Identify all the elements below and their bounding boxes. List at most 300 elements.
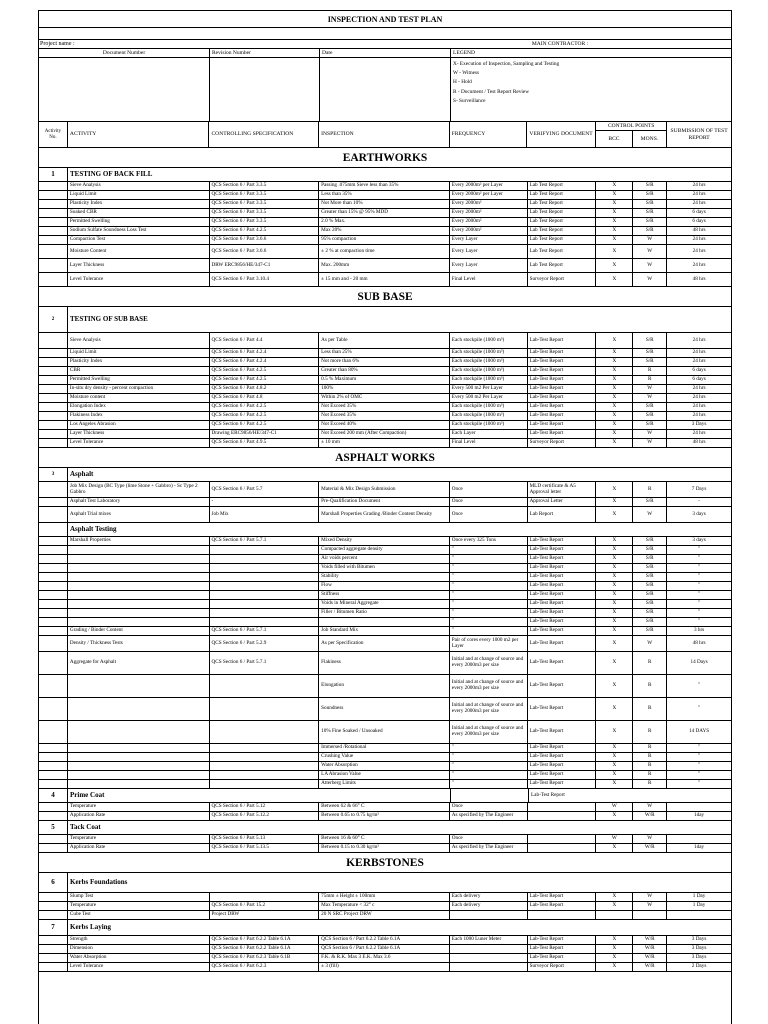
submission-cell: - [698,498,700,505]
submission-cell: " [698,555,701,562]
table-row [39,209,731,218]
asphalt-testing-table [39,537,731,627]
activity-cell [68,555,210,563]
activity-cell: Application Rate [68,812,210,820]
mons-cell: S/R [633,582,667,590]
mons-cell: W [633,394,667,402]
activity-cell: Asphalt Trial mixes [68,507,210,522]
mons-cell: S/R [633,358,667,366]
activity-no-cell [39,618,68,626]
frequency-cell: " [450,609,528,617]
bcc-cell: X [596,273,633,286]
mons-cell: W [633,236,667,244]
document-cell: MLD certificate & A5 Approval letter [528,482,597,497]
activity-cell [68,582,210,590]
spec-cell: QCS Section 6 / Part 3.3.5 [210,209,320,217]
table-row [39,609,731,618]
table-row [39,367,731,376]
legend-item: S- Surveillance [453,97,486,104]
col-submission: SUBMISSION OF TEST REPORT [670,128,728,141]
table-row [39,803,731,812]
activity-no-cell [39,498,68,506]
table-row [39,546,731,555]
spec-cell: QCS Section 6 / Part 4.4 [210,333,320,348]
inspection-cell: Max 20% [319,227,450,235]
activity-no-cell [39,675,68,697]
bcc-cell: X [596,546,633,554]
spec-cell [210,762,320,770]
submission-cell: 1day [694,844,705,851]
submission-cell: 6 days [692,367,706,374]
document-cell: Lab-Test Report [528,600,597,608]
mons-cell: S/R [633,564,667,572]
frequency-cell: Every 2000m² [450,209,528,217]
activity-no-cell [39,376,68,384]
frequency-cell: Each stockpile (1000 m³) [450,333,528,348]
table-row [39,844,731,853]
activity-no-cell [39,537,68,545]
submission-cell: 24 hrs [692,261,706,268]
submission-cell: 24 hrs [692,247,706,254]
frequency-cell: " [450,753,528,761]
spec-cell: QCS Section 6 / Part 6.2.3 Table 6.1B [210,954,320,962]
mons-cell: S/R [633,618,667,626]
submission-cell: 48 hrs [692,275,706,282]
table-row [39,200,731,209]
inspection-cell: Flakiness [319,652,450,674]
activity-cell: Grading / Binder Content [68,627,210,635]
group-backfill [39,168,731,182]
bcc-cell: X [596,349,633,357]
activity-cell [68,721,210,743]
inspection-cell: 10% Fine Soaked / Unsoaked [319,721,450,743]
spec-cell: QCS Section 6 / Part 3.3.5 [210,200,320,208]
table-row [39,564,731,573]
activity-no-cell [39,236,68,244]
bcc-cell: W [596,803,633,811]
group-asphalt [39,468,731,482]
legend-item: X- Execution of Inspection, Sampling and Testing [453,61,560,67]
inspection-cell: ± 15 mm and - 20 mm [319,273,450,286]
project-label: Project name : [40,41,75,47]
frequency-cell: Each stockpile (1000 m³) [450,367,528,375]
spec-cell: QCS Section 6 / Part 4.2.5 [210,412,320,420]
activity-cell: Temperature [68,803,210,811]
activity-cell: Job Mix Design (BC Type (lime Stone + Gabbro) - Sc Type 2 Gabbro [68,482,210,497]
mons-cell: W [633,893,667,901]
activity-no-cell [39,273,68,286]
bcc-cell: X [596,963,633,971]
bcc-cell: X [596,675,633,697]
inspection-cell: 20 N SRC Project DRW [319,911,450,919]
itp-sheet [38,10,732,1024]
document-cell: Lab-Test Report [528,780,597,788]
table-row [39,893,731,902]
document-number-value [39,58,210,121]
activity-no-cell [39,209,68,217]
frequency-cell: Every Layer [450,236,528,244]
backfill-table [39,182,731,287]
activity-cell: Plasticity Index [68,200,210,208]
activity-no-cell [39,333,68,348]
activity-no-cell [39,636,68,651]
mons-cell [633,911,667,919]
submission-cell: 1day [694,812,705,819]
bcc-cell: X [596,636,633,651]
spec-cell [210,609,320,617]
table-row [39,591,731,600]
inspection-cell: Atterberg Limits [319,780,450,788]
activity-no-cell [39,945,68,953]
mons-cell: S/R [633,609,667,617]
activity-no-cell [39,771,68,779]
frequency-cell: Once [450,803,528,811]
table-row [39,627,731,636]
spec-cell [210,600,320,608]
group-no: 1 [39,168,68,181]
frequency-cell: Initial and at change of source and every 2000m3 per size [450,652,528,674]
frequency-cell: " [450,780,528,788]
spec-cell [210,893,320,901]
bcc-cell: X [596,844,633,852]
frequency-cell: " [450,564,528,572]
inspection-cell: Not Exceed 200 mm (After Compaction) [319,430,450,438]
frequency-cell: Each stockpile (1000 m³) [450,403,528,411]
table-row [39,273,731,287]
legend-item: R - Document / Test Report Review [453,88,530,95]
document-cell: Lab Test Report [528,245,597,258]
mons-cell: R [633,482,667,497]
activity-no-cell [39,803,68,811]
document-cell: Lab-Test Report [528,591,597,599]
inspection-cell: ± 2 % at compaction time [319,245,450,258]
bcc-cell: X [596,507,633,522]
frequency-cell: Initial and at change of source and every 2000m3 per size [450,721,528,743]
frequency-cell: " [450,771,528,779]
group-kerbs-laying [39,920,731,936]
mons-cell: S/R [633,349,667,357]
table-row [39,652,731,675]
bcc-cell: X [596,573,633,581]
table-row [39,771,731,780]
submission-cell: 24 hrs [692,412,706,419]
submission-cell: " [698,564,701,571]
activity-cell: Moisture Content [68,245,210,258]
activity-no-cell [39,349,68,357]
frequency-cell [450,945,528,953]
inspection-cell: Elongation [319,675,450,697]
table-row [39,600,731,609]
submission-cell [667,803,731,811]
document-cell: Lab-Test Report [528,636,597,651]
bcc-cell: X [596,498,633,506]
frequency-cell: " [450,627,528,635]
frequency-cell: Pair of cores every 1000 m2 per Layer [450,636,528,651]
bcc-cell: X [596,412,633,420]
document-cell: Lab-Test Report [528,945,597,953]
table-row [39,780,731,789]
submission-cell: " [698,780,701,787]
inspection-cell: Stability [319,573,450,581]
submission-cell: 7 Days [691,485,707,492]
spec-cell: QCS Section 6 / Part 6.2.2 Table 6.1A [210,945,320,953]
document-cell: Lab-Test Report [528,412,597,420]
document-cell: Lab-Test Report [528,349,597,357]
activity-no-cell [39,582,68,590]
legend-item: H - Hold [453,79,472,86]
asphalt-agg-table [39,744,731,789]
frequency-cell: Each stockpile (1000 m³) [450,358,528,366]
bcc-cell: X [596,609,633,617]
mons-cell: W [633,430,667,438]
submission-cell: 24 hrs [692,385,706,392]
inspection-cell: LA Abrasion Value [319,771,450,779]
doc-header-values [39,58,731,122]
col-bcc: BCC [596,131,632,147]
inspection-cell: QCS Section 6 / Part 6.2.2 Table 6.1A [319,945,450,953]
spec-cell: QCS Section 6 / Part 3.6.6 [210,236,320,244]
group-no: 7 [39,920,68,935]
submission-cell: 24 hrs [692,336,706,343]
activity-cell: Los Angeles Abrasion [68,421,210,429]
submission-cell: " [698,546,701,553]
inspection-cell: Stiffness [319,591,450,599]
spec-cell: QCS Section 6 / Part 3.3.5 [210,218,320,226]
inspection-cell: Between 62 & 66° C [319,803,450,811]
spec-cell [210,675,320,697]
document-cell: Lab Test Report [528,191,597,199]
table-row [39,902,731,911]
activity-no-cell [39,482,68,497]
document-cell: Lab-Test Report [528,564,597,572]
activity-no-cell [39,963,68,971]
frequency-cell [450,963,528,971]
mons-cell: W/R [633,936,667,944]
spec-cell: QCS Section 6 / Part 5.7.1 [210,652,320,674]
inspection-cell: Pre-Qualification Document [319,498,450,506]
mons-cell: S/R [633,218,667,226]
activity-no-cell [39,721,68,743]
frequency-cell: Every 2000m² per Layer [450,191,528,199]
spec-cell: QCS Section 6 / Part 5.13 [210,835,320,843]
table-row [39,430,731,439]
legend-list [451,58,731,121]
inspection-cell: 95% compaction [319,236,450,244]
inspection-cell: Material & Mix Design Submission [319,482,450,497]
inspection-cell: Max. 200mm [319,259,450,272]
mons-cell: S/R [633,209,667,217]
spec-cell: QCS Section 6 / Part 3.10.4 [210,273,320,286]
frequency-cell: " [450,744,528,752]
table-row [39,259,731,273]
bcc-cell: X [596,936,633,944]
bcc-cell: X [596,945,633,953]
spec-cell: - [210,498,320,506]
bcc-cell: X [596,236,633,244]
submission-cell: 6 days [692,209,706,216]
table-row [39,835,731,844]
document-cell: Lab-Test Report [528,652,597,674]
table-row [39,753,731,762]
group-name: Kerbs Foundations [70,878,128,887]
activity-cell: Strength [68,936,210,944]
spec-cell: QCS Section 6 / Part 15.2 [210,902,320,910]
submission-cell: " [698,682,701,689]
table-row [39,358,731,367]
frequency-cell: Once [450,498,528,506]
bcc-cell: X [596,555,633,563]
document-cell [528,911,597,919]
document-cell [528,812,597,820]
activity-cell: Moisture content [68,394,210,402]
table-row [39,394,731,403]
table-row [39,245,731,259]
inspection-cell: Less than 35% [319,191,450,199]
activity-no-cell [39,430,68,438]
activity-no-cell [39,744,68,752]
submission-cell: 14 DAYS [689,728,710,735]
submission-cell: 14 Days [690,659,708,666]
group-doc: Lab-Test Report [531,791,565,798]
activity-cell [68,609,210,617]
inspection-cell: ± 3 (fill) [319,963,450,971]
spec-cell: QCS Section 6 / Part 4.8 [210,394,320,402]
submission-cell: 24 hrs [692,236,706,243]
activity-cell: In-situ dry density - percent compaction [68,385,210,393]
document-cell: Surveyor Report [528,439,597,447]
bcc-cell: X [596,259,633,272]
document-cell: Lab Test Report [528,218,597,226]
document-cell: Lab-Test Report [528,744,597,752]
activity-no-cell [39,835,68,843]
activity-no-cell [39,367,68,375]
inspection-cell: Max Temperature < 32° c [319,902,450,910]
spec-cell: QCS Section 6 / Part 4.2.5 [210,367,320,375]
document-cell [528,844,597,852]
col-inspection: INSPECTION [319,122,450,147]
section-kerbstones: KERBSTONES [39,853,731,873]
mons-cell: R [633,771,667,779]
document-cell: Lab-Test Report [528,627,597,635]
submission-cell [667,911,731,919]
bcc-cell: X [596,376,633,384]
inspection-cell: Greater than 80% [319,367,450,375]
table-row [39,498,731,507]
inspection-cell: QCS Section 6 / Part 6.2.2 Table 6.1A [319,936,450,944]
table-row [39,573,731,582]
group-no [39,523,68,536]
section-sub-base: SUB BASE [39,287,731,307]
document-cell: Lab-Test Report [528,902,597,910]
date-label: Date [320,49,451,57]
document-cell: Lab Test Report [528,227,597,235]
bcc-cell: X [596,893,633,901]
bcc-cell: X [596,385,633,393]
mons-cell: R [633,753,667,761]
spec-cell: QCS Section 6 / Part 5.12 [210,803,320,811]
spec-cell: QCS Section 6 / Part 3.3.5 [210,182,320,190]
activity-cell [68,762,210,770]
activity-cell: Level Tolerance [68,273,210,286]
activity-cell: Plasticity Index [68,358,210,366]
group-no: 3 [39,468,68,481]
spec-cell: QCS Section 6 / Part 4.2.5 [210,403,320,411]
table-row [39,618,731,627]
group-subbase [39,307,731,333]
spec-cell: Project DRW [210,911,320,919]
mons-cell: S/R [633,182,667,190]
mons-cell: S/R [633,421,667,429]
document-cell: Approval Letter [528,498,597,506]
frequency-cell: Every 500 m2 Per Layer [450,385,528,393]
spec-cell: Drawing ERC9856/HE/347-C1 [210,430,320,438]
document-cell: Lab-Test Report [528,675,597,697]
activity-no-cell [39,902,68,910]
activity-cell [68,564,210,572]
activity-no-cell [39,762,68,770]
submission-cell: 1 Day [692,902,706,909]
frequency-cell: As specified by The Engineer [450,812,528,820]
spec-cell [210,780,320,788]
document-cell: Lab-Test Report [528,555,597,563]
project-row [39,40,731,49]
frequency-cell: Each 1000 Luner Meter [450,936,528,944]
table-row [39,421,731,430]
document-cell: Lab-Test Report [528,609,597,617]
document-cell [528,803,597,811]
inspection-cell: As per Specification [319,636,450,651]
document-cell: Lab-Test Report [528,698,597,720]
bcc-cell: X [596,394,633,402]
activity-cell: Liquid Limit [68,191,210,199]
table-row [39,762,731,771]
bcc-cell: W [596,835,633,843]
group-name: Tack Coat [70,823,101,832]
frequency-cell: Each stockpile (1000 m³) [450,412,528,420]
mons-cell: W [633,902,667,910]
inspection-cell: Voids filled with Bitumen [319,564,450,572]
bcc-cell: X [596,227,633,235]
submission-cell: " [698,582,701,589]
submission-cell: " [698,618,701,625]
submission-cell: 6 days [692,218,706,225]
document-number-label: Document Number [39,49,210,57]
frequency-cell: Once [450,507,528,522]
submission-cell: 48 hrs [692,227,706,234]
frequency-cell: " [450,600,528,608]
activity-no-cell [39,627,68,635]
submission-cell: 24 hrs [692,349,706,356]
mons-cell: W [633,507,667,522]
document-cell: Lab-Test Report [528,403,597,411]
bcc-cell: X [596,537,633,545]
spec-cell: QCS Section 6 / Part 3.3.5 [210,191,320,199]
frequency-cell: Each stockpile (1000 m³) [450,349,528,357]
document-cell: Lab-Test Report [528,893,597,901]
submission-cell: " [698,600,701,607]
inspection-cell: Soundness [319,698,450,720]
document-cell: Lab-Test Report [528,537,597,545]
mons-cell: W [633,803,667,811]
document-cell: Lab Test Report [528,182,597,190]
inspection-cell: Job Standard Mix [319,627,450,635]
group-no: 4 [39,789,68,802]
inspection-cell: Air voids percent [319,555,450,563]
frequency-cell: " [450,618,528,626]
submission-cell: 24 hrs [692,403,706,410]
asphalt-misc-table [39,627,731,744]
activity-no-cell [39,753,68,761]
